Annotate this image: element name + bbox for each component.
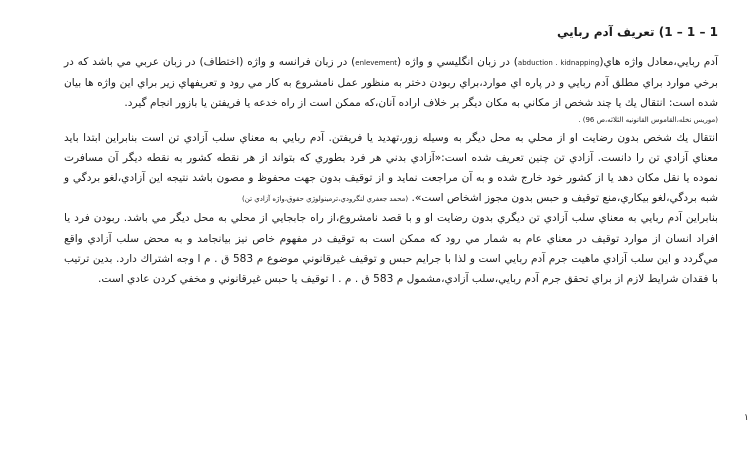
latin-term-english: abduction . kidnapping: [517, 59, 600, 67]
paragraph-definition: [64, 52, 718, 114]
paragraph-definition-part-b: ) در زبان انگليسي و واژه (: [397, 56, 518, 68]
paragraph-conclusion: بنابراين آدم ربايي به معناي سلب آزادي تن ديگري بدون رضايت او و با قصد نامشروع،از راه جابجايي از محلي به محل ديگر مي باشد. ربودن فرد يا افراد انسان از موارد توقيف در معناي عام به شمار مي رود كه ممكن است به توقيف در مفهوم خاص نيز بيانجامد و به محض سلب آزادي واقع مي‌گردد و اين سلب آزادي ماهيت جرم آدم ربايي است و لذا با جرايم حبس و توقيف غيرقانوني موضوع م 583 ق . م ا وجه اشتراك دارد. بدين ترتيب با فقدان شرايط لازم از براي تحقق جرم آدم ربايي،سلب آزادي،مشمول م 583 ق . م . ا توقيف يا حبس غيرقانوني و مخفي كردن عادي است.: [64, 212, 718, 286]
reference-citation-1: (موريس نخله،القاموس القانونيه الثلاثه،ص 96) .: [578, 115, 718, 124]
paragraph-freedom: [64, 128, 718, 209]
paragraph-definition-part-a: آدم ربايي،معادل واژه هاي(: [599, 56, 718, 68]
page-number: ١: [744, 413, 749, 423]
document-body: [64, 24, 718, 289]
paragraph-definition-part-c: ) در زبان فرانسه و واژه (اختطاف) در زبان عربي مي باشد كه در برخي موارد براي مطلق آدم ربايي و در پاره اي موارد،براي ربودن دختر به منظور عمل نامشروع به كار مي رود و تعريفهاي زير براي اين واژه ها بيان شده است: انتقال يك يا چند شخص از مكاني به مكان ديگر بر خلاف اراده آنان،كه ممكن است از راه خدعه يا فريفتن يا بازور انجام گيرد.: [64, 56, 718, 110]
reference-citation-2: (محمد جعفري لنگرودي،ترمينولوژي حقوق،واژه آزادي تن): [242, 195, 409, 204]
section-heading: 1 – 1 – 1) تعريف آدم ربايي: [557, 25, 718, 39]
latin-term-french: enlevement: [355, 59, 398, 67]
paragraph-freedom-text: انتقال يك شخص بدون رضايت او از محلي به محل ديگر به وسيله زور،تهديد يا فريفتن. آدم ربايي به معناي سلب آزادي تن است بنابراين ابتدا بايد معناي آزادي تن را دانست. آزادي تن چنين تعريف شده است:«آزادي بدني هر فرد بطوري كه بتواند از هر نقطه كشور به نقطه ديگر آن مسافرت نموده يا نقل مكان دهد يا از كشور خود خارج شده و به آن مراجعت نمايد و از توقيف بدون جهت محفوظ و مصون باشد نتيجه اين آزادي،لغو بردگي و شبه بردگي،لغو بيكاري،منع توقيف و حبس بدون مجوز اشخاص است».: [64, 131, 718, 205]
